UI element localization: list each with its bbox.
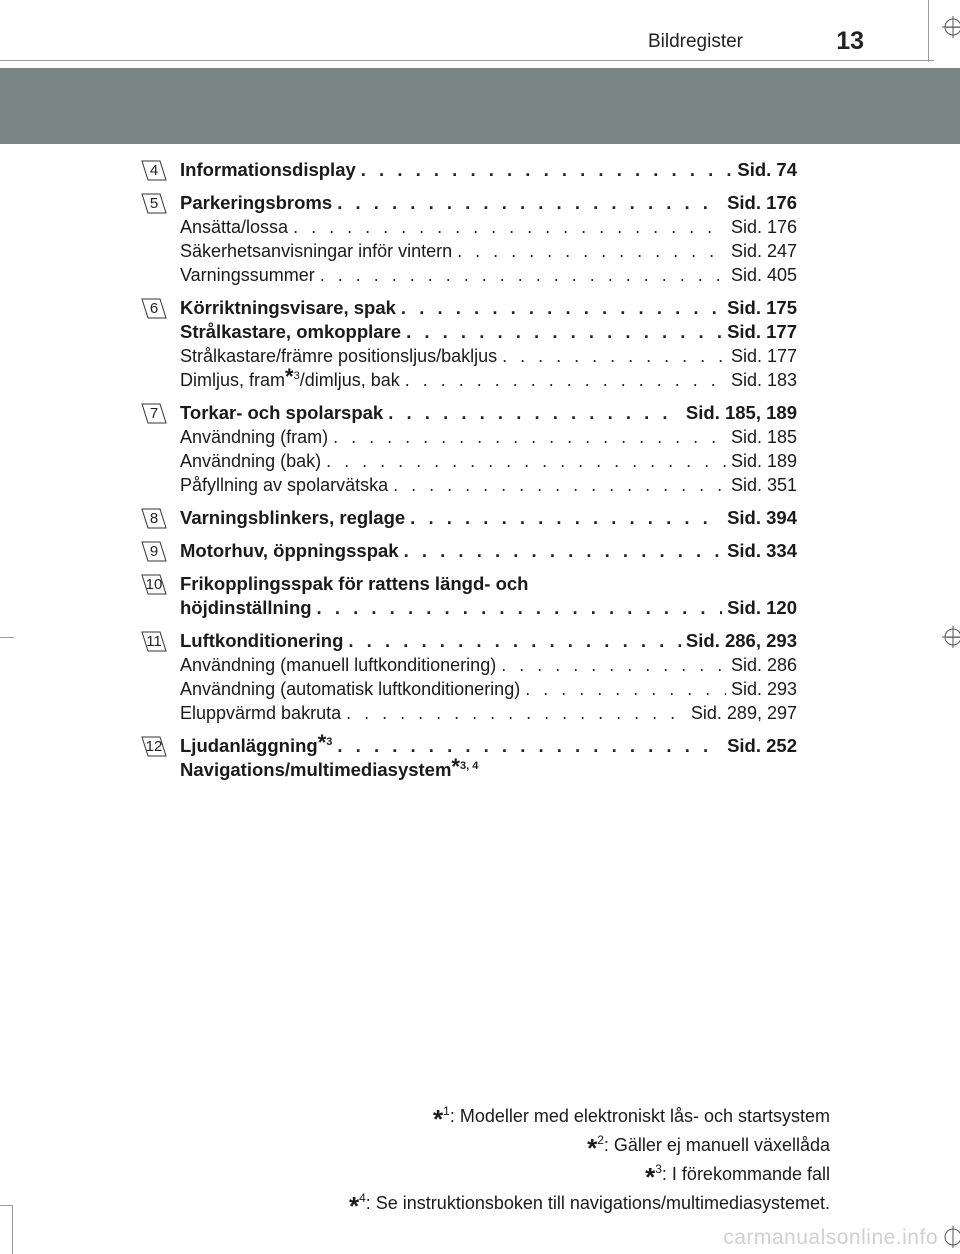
- entry-label: [180, 677, 520, 701]
- callout-number: 11: [146, 633, 162, 650]
- callout-number: 8: [149, 510, 159, 527]
- page-reference: Sid. 185, 189: [685, 402, 797, 423]
- dot-leader: [501, 653, 726, 677]
- entry-label: [180, 596, 312, 620]
- entry-text: Strålkastare, omkopplare: [180, 321, 402, 342]
- entry-label: [180, 239, 452, 263]
- entry-text: Varningsblinkers, reglage: [180, 507, 406, 528]
- entry-text: Informationsdisplay: [180, 159, 356, 180]
- callout-number-icon: [141, 298, 167, 319]
- entry-label: [180, 701, 341, 725]
- running-header-title: Bildregister: [647, 31, 743, 52]
- index-entry: [141, 191, 797, 215]
- index-entry: [141, 596, 797, 620]
- entry-label: [180, 263, 315, 287]
- entry-text: Motorhuv, öppningsspak: [180, 540, 399, 561]
- entry-label: [180, 215, 288, 239]
- page-reference: Sid. 247: [730, 241, 797, 261]
- dot-leader: [502, 344, 726, 368]
- dot-leader: [405, 368, 726, 392]
- footnote-ref: *3: [285, 364, 300, 389]
- index-section: [141, 629, 797, 725]
- entry-text: Dimljus, fram: [180, 370, 286, 390]
- entry-text: Användning (manuell luftkonditionering): [180, 655, 497, 675]
- index-section: [141, 296, 797, 392]
- entry-text: höjdinställning: [180, 597, 312, 618]
- callout-number-icon: [141, 574, 167, 595]
- entry-label: [180, 629, 343, 653]
- dot-leader: [337, 734, 722, 758]
- entry-text: Ljudanläggning: [180, 735, 318, 756]
- index-entry: [141, 539, 797, 563]
- registration-mark-icon: [942, 16, 960, 38]
- page-reference: Sid. 74: [737, 159, 797, 180]
- dot-leader: [317, 596, 723, 620]
- entry-label: [180, 296, 396, 320]
- callout-number-icon: [141, 193, 167, 214]
- entry-label: [180, 425, 328, 449]
- callout-number: 9: [149, 543, 159, 560]
- page-reference: Sid. 176: [727, 192, 797, 213]
- index-entry: [141, 320, 797, 344]
- header-band: [0, 68, 960, 144]
- entry-text: Körriktningsvisare, spak: [180, 297, 396, 318]
- dot-leader: [410, 506, 722, 530]
- footnote: *$^2$: Gäller ej manuell växellåda: [587, 1133, 830, 1163]
- callout-number-icon: [141, 541, 167, 562]
- entry-text: Påfyllning av spolarvätska: [180, 475, 389, 495]
- footnote: *$^1$: Modeller med elektroniskt lås- och startsystem: [433, 1104, 830, 1134]
- dot-leader: [337, 191, 722, 215]
- index-entry: [141, 754, 797, 782]
- crop-mark: [12, 1205, 13, 1254]
- footnote-ref: *3, 4: [451, 754, 479, 779]
- dot-leader: [293, 215, 726, 239]
- callout-number: 6: [149, 300, 159, 317]
- entry-text: Navigations/multimediasystem: [180, 759, 452, 780]
- index-entry: [141, 296, 797, 320]
- callout-number: 10: [145, 576, 163, 593]
- dot-leader: [457, 239, 726, 263]
- entry-text: Användning (automatisk luftkonditionering): [180, 679, 521, 699]
- page-reference: Sid. 286, 293: [685, 630, 797, 651]
- index-subentry: [141, 701, 797, 725]
- page-reference: Sid. 286: [730, 655, 797, 675]
- dot-leader: [326, 449, 726, 473]
- callout-number: 7: [149, 405, 159, 422]
- page-reference: Sid. 185: [730, 427, 797, 447]
- index-section: [141, 572, 797, 620]
- footnote: *$^3$: I förekommande fall: [645, 1162, 830, 1192]
- index-subentry: [141, 344, 797, 368]
- entry-text: Användning (bak): [180, 451, 322, 471]
- index-subentry: [141, 449, 797, 473]
- index-subentry: [141, 239, 797, 263]
- dot-leader: [346, 701, 686, 725]
- dot-leader: [333, 425, 726, 449]
- index-entry: [141, 158, 797, 182]
- page-reference: Sid. 351: [730, 475, 797, 495]
- dot-leader: [404, 539, 722, 563]
- entry-label: [180, 364, 400, 392]
- page-reference: Sid. 334: [727, 540, 797, 561]
- callout-number: 12: [145, 738, 163, 755]
- page-reference: Sid. 177: [730, 346, 797, 366]
- page-number: 13: [836, 27, 864, 55]
- dot-leader: [406, 320, 722, 344]
- index-list: [141, 158, 797, 782]
- entry-label: [180, 730, 333, 758]
- entry-text: /dimljus, bak: [299, 370, 400, 390]
- callout-number: 5: [149, 195, 159, 212]
- dot-leader: [401, 296, 722, 320]
- crop-mark: [0, 1205, 12, 1206]
- entry-label: [180, 320, 401, 344]
- index-subentry: [141, 473, 797, 497]
- page-reference: Sid. 252: [727, 735, 797, 756]
- dot-leader: [525, 677, 726, 701]
- entry-text: Säkerhetsanvisningar inför vintern: [180, 241, 453, 261]
- callout-number-icon: [141, 736, 167, 757]
- crop-mark: [0, 60, 934, 61]
- crop-mark: [928, 0, 929, 62]
- entry-label: [180, 344, 497, 368]
- page-reference: Sid. 189: [730, 451, 797, 471]
- callout-number-icon: [141, 631, 167, 652]
- index-subentry: [141, 364, 797, 392]
- entry-label: [180, 473, 388, 497]
- footnote: *$^4$: Se instruktionsboken till navigations/multimediasystemet.: [348, 1191, 830, 1221]
- index-section: [141, 506, 797, 530]
- page-reference: Sid. 176: [730, 217, 797, 237]
- entry-text: Användning (fram): [180, 427, 329, 447]
- dot-leader: [320, 263, 726, 287]
- index-entry: [141, 730, 797, 758]
- entry-label: [180, 401, 383, 425]
- index-entry: [141, 401, 797, 425]
- entry-label: [180, 754, 479, 782]
- page-reference: Sid. 394: [727, 507, 797, 528]
- index-subentry: [141, 653, 797, 677]
- callout-number-icon: [141, 508, 167, 529]
- index-entry: [141, 629, 797, 653]
- registration-mark-icon: [942, 626, 960, 648]
- page-reference: Sid. 120: [727, 597, 797, 618]
- dot-leader: [361, 158, 733, 182]
- entry-text: Ansätta/lossa: [180, 217, 289, 237]
- entry-label: [180, 539, 399, 563]
- entry-label: [180, 158, 356, 182]
- entry-text: Luftkonditionering: [180, 630, 344, 651]
- entry-text: Parkeringsbroms: [180, 192, 333, 213]
- entry-text: Torkar- och spolarspak: [180, 402, 384, 423]
- entry-text: Strålkastare/främre positionsljus/bakljus: [180, 346, 498, 366]
- page-reference: Sid. 293: [730, 679, 797, 699]
- index-subentry: [141, 425, 797, 449]
- entry-label: [180, 191, 332, 215]
- index-section: [141, 539, 797, 563]
- index-section: [141, 730, 797, 782]
- callout-number-icon: [141, 160, 167, 181]
- entry-label: [180, 449, 321, 473]
- index-section: [141, 401, 797, 497]
- registration-mark-icon: [942, 1226, 960, 1248]
- page-reference: Sid. 177: [727, 321, 797, 342]
- watermark: carmanualsonline.info: [723, 1226, 938, 1249]
- entry-text: Frikopplingsspak för rattens längd- och: [180, 573, 529, 594]
- page-reference: Sid. 289, 297: [690, 703, 797, 723]
- page-reference: Sid. 405: [730, 265, 797, 285]
- index-entry: [141, 572, 797, 596]
- dot-leader: [393, 473, 726, 497]
- index-section: [141, 158, 797, 182]
- footnote-ref: *3: [317, 730, 333, 755]
- callout-number-icon: [141, 403, 167, 424]
- index-subentry: [141, 263, 797, 287]
- entry-label: [180, 653, 496, 677]
- page-reference: Sid. 183: [730, 370, 797, 390]
- entry-text: Varningssummer: [180, 265, 315, 285]
- index-section: [141, 191, 797, 287]
- entry-label: [180, 572, 528, 596]
- footnotes: [349, 1103, 830, 1219]
- dot-leader: [388, 401, 681, 425]
- entry-label: [180, 506, 405, 530]
- page-header: [0, 0, 960, 62]
- index-subentry: [141, 215, 797, 239]
- index-subentry: [141, 677, 797, 701]
- crop-mark: [0, 637, 14, 638]
- callout-number: 4: [149, 162, 159, 179]
- dot-leader: [348, 629, 681, 653]
- entry-text: Eluppvärmd bakruta: [180, 703, 342, 723]
- index-entry: [141, 506, 797, 530]
- page-reference: Sid. 175: [727, 297, 797, 318]
